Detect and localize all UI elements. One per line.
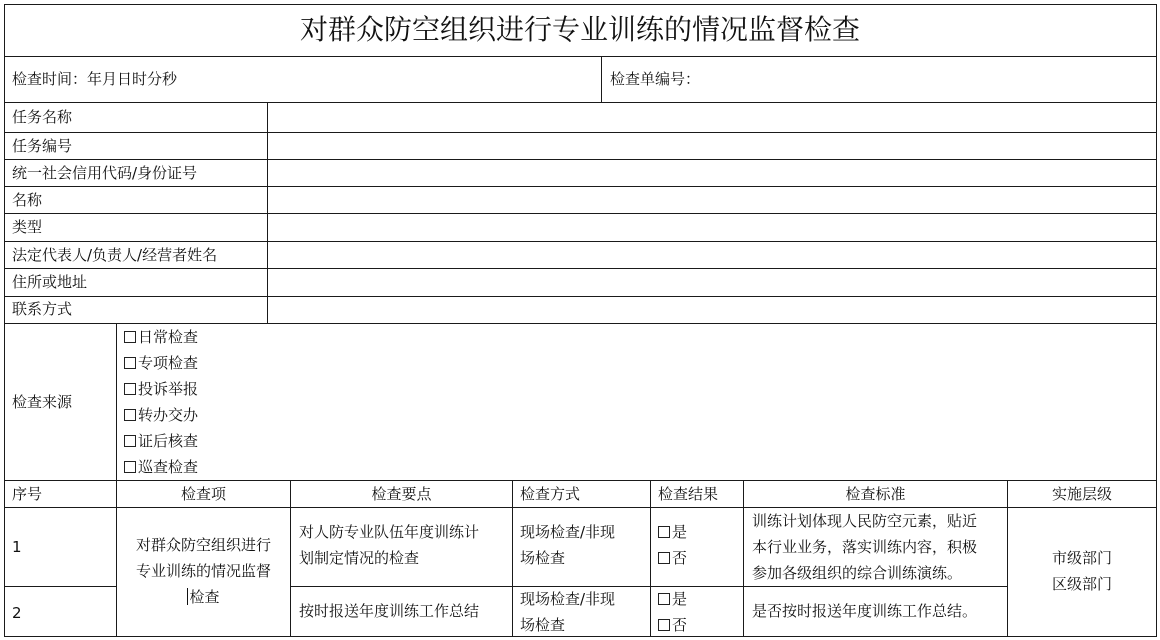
col-header-points: 检查要点: [371, 485, 432, 503]
checkbox[interactable]: [124, 461, 136, 473]
check-result-cell: [658, 586, 687, 638]
info-label-legal-rep: 法定代表人/负责人/经营者姓名: [12, 246, 218, 264]
divider: [601, 56, 602, 102]
checkbox[interactable]: [124, 357, 136, 369]
divider: [650, 480, 651, 636]
source-option-special[interactable]: 专项检查: [124, 350, 198, 376]
check-points-cell: 对人防专业队伍年度训练计 划制定情况的检查: [299, 523, 480, 567]
source-label: 检查来源: [12, 393, 73, 411]
checkbox[interactable]: [658, 593, 670, 605]
col-header-item: 检查项: [180, 485, 226, 503]
address-field[interactable]: [275, 272, 1150, 292]
check-points-cell: 按时报送年度训练工作总结: [299, 602, 480, 620]
divider: [4, 132, 1157, 133]
row-number: 1: [12, 538, 22, 556]
inspection-number-label: 检查单编号：: [610, 70, 701, 88]
divider: [267, 102, 268, 323]
divider: [4, 186, 1157, 187]
result-yes-option[interactable]: 是: [658, 586, 687, 612]
source-option-transfer[interactable]: 转办交办: [124, 402, 198, 428]
check-method-cell: 现场检查/非现 场检查: [520, 590, 616, 634]
info-label-address: 住所或地址: [12, 273, 88, 291]
checkbox[interactable]: [124, 409, 136, 421]
type-field[interactable]: [275, 217, 1150, 237]
info-label-contact: 联系方式: [12, 300, 73, 318]
divider: [4, 586, 116, 587]
info-label-name: 名称: [12, 191, 43, 209]
col-header-result: 检查结果: [658, 485, 719, 503]
border-left: [4, 4, 5, 637]
divider: [4, 241, 1157, 242]
row-number: 2: [12, 604, 22, 622]
divider: [4, 102, 1157, 103]
inspection-item-cell: 对群众防空组织进行 专业训练的情况监督 检查: [135, 536, 271, 606]
col-header-method: 检查方式: [520, 485, 581, 503]
checkbox[interactable]: [124, 435, 136, 447]
check-result-cell: [658, 519, 687, 571]
divider: [4, 296, 1157, 297]
check-standard-cell: 是否按时报送年度训练工作总结。: [752, 602, 978, 620]
contact-field[interactable]: [275, 299, 1150, 319]
checkbox[interactable]: [658, 619, 670, 631]
checkbox[interactable]: [124, 383, 136, 395]
divider: [4, 268, 1157, 269]
checkbox[interactable]: [658, 552, 670, 564]
legal-rep-field[interactable]: [275, 245, 1150, 265]
source-option-patrol[interactable]: 巡查检查: [124, 454, 198, 480]
info-label-type: 类型: [12, 218, 43, 236]
divider: [4, 56, 1157, 57]
inspection-time-label: 检查时间：年月日时分秒: [12, 70, 178, 88]
col-header-standard: 检查标准: [845, 485, 906, 503]
checkbox[interactable]: [658, 526, 670, 538]
result-yes-option[interactable]: 是: [658, 519, 687, 545]
source-option-post-license[interactable]: 证后核查: [124, 428, 198, 454]
task-number-field[interactable]: [275, 136, 1150, 156]
source-option-daily[interactable]: 日常检查: [124, 324, 198, 350]
divider: [4, 507, 1157, 508]
col-header-no: 序号: [12, 485, 43, 503]
result-no-option[interactable]: 否: [658, 612, 687, 638]
divider: [4, 213, 1157, 214]
check-standard-cell: 训练计划体现人民防空元素，贴近 本行业业务，落实训练内容，积极 参加各级组织的综合训练演练。: [752, 512, 978, 582]
page-title: 对群众防空组织进行专业训练的情况监督检查: [299, 13, 860, 46]
divider: [512, 480, 513, 636]
credit-code-field[interactable]: [275, 163, 1150, 183]
col-header-level: 实施层级: [1051, 485, 1112, 503]
divider: [290, 586, 1007, 587]
checkbox[interactable]: [124, 331, 136, 343]
info-label-credit-code: 统一社会信用代码/身份证号: [12, 164, 198, 182]
check-method-cell: 现场检查/非现 场检查: [520, 523, 616, 567]
info-label-task-name: 任务名称: [12, 108, 73, 126]
divider: [4, 480, 1157, 481]
name-field[interactable]: [275, 190, 1150, 210]
implementation-level-cell: 市级部门 区级部门: [1051, 549, 1112, 593]
divider: [4, 159, 1157, 160]
source-options: [124, 324, 198, 480]
border-right: [1156, 4, 1157, 637]
task-name-field[interactable]: [275, 107, 1150, 127]
info-label-task-number: 任务编号: [12, 137, 73, 155]
source-option-complaint[interactable]: 投诉举报: [124, 376, 198, 402]
result-no-option[interactable]: 否: [658, 545, 687, 571]
